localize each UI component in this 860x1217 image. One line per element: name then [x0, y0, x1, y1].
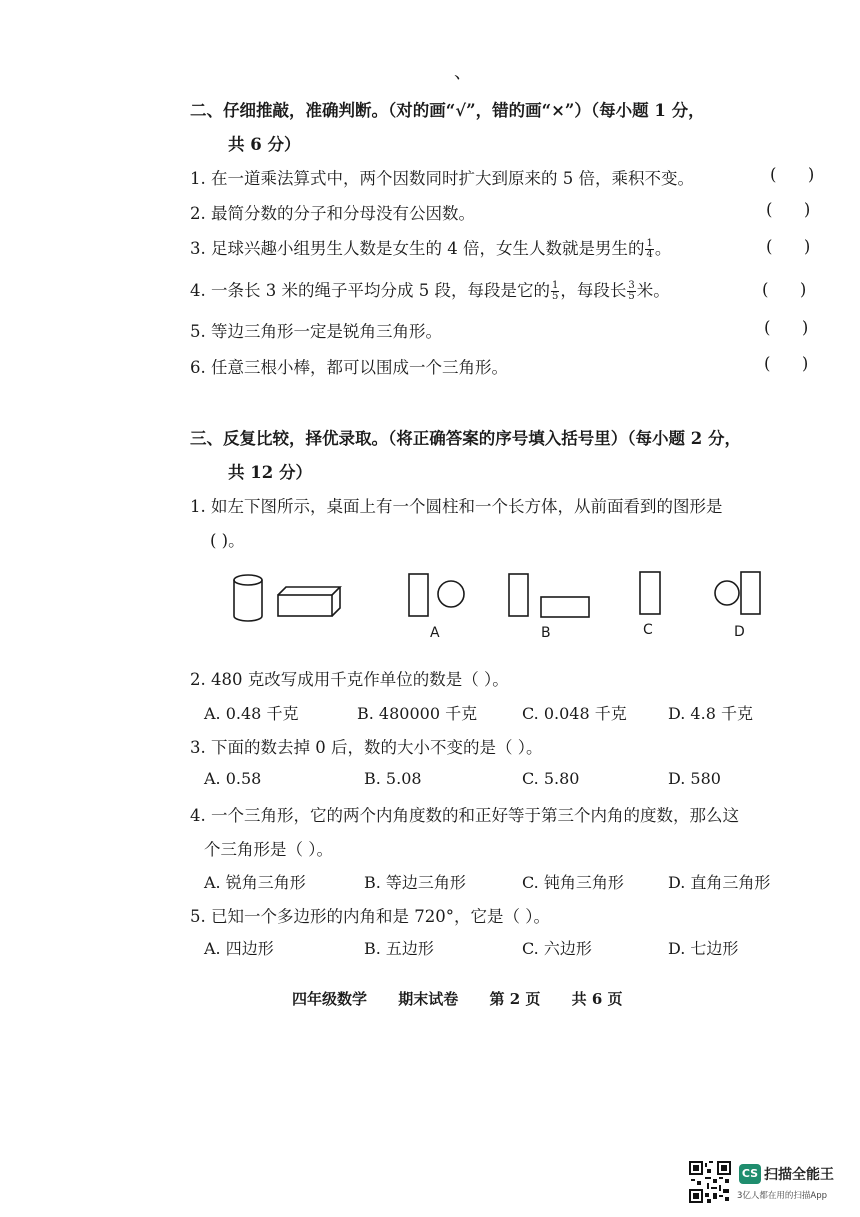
section2-heading: 二、仔细推敲，准确判断。（对的画“√”，错的画“×”）（每小题 1 分， — [190, 101, 705, 120]
fraction-three-fifths — [627, 281, 635, 302]
judge-item-4-text-a: 4. 一条长 3 米的绳子平均分成 5 段，每段是它的 — [190, 281, 550, 300]
answer-paren-2[interactable]: ( ) — [766, 200, 811, 219]
answer-paren-5[interactable]: ( ) — [764, 318, 809, 337]
option-d[interactable]: D. 直角三角形 — [668, 873, 771, 892]
footer-page: 第 2 页 — [489, 990, 541, 1008]
figure-label-d[interactable]: D — [734, 624, 745, 640]
cuboid-shape — [278, 587, 340, 616]
fraction-one-fifth — [551, 281, 559, 302]
section3-heading: 三、反复比较，择优录取。（将正确答案的序号填入括号里）（每小题 2 分， — [190, 429, 741, 448]
figure-label-b[interactable]: B — [541, 625, 551, 641]
choice-q5: 5. 已知一个多边形的内角和是 720°，它是（ ）。 — [190, 907, 550, 926]
option-a[interactable]: A. 0.48 千克 — [204, 704, 299, 723]
qr-code-icon — [689, 1161, 731, 1203]
top-mark: 、 — [454, 62, 472, 83]
judge-item-3-text-b: 。 — [654, 239, 672, 258]
camscanner-name: 扫描全能王 — [764, 1167, 834, 1183]
choice-q2: 2. 480 克改写成用千克作单位的数是（ ）。 — [190, 670, 509, 689]
judge-item-3 — [190, 235, 671, 260]
option-a[interactable]: A. 锐角三角形 — [204, 873, 306, 892]
option-d[interactable]: D. 4.8 千克 — [668, 704, 753, 723]
option-c[interactable]: C. 钝角三角形 — [522, 873, 624, 892]
option-b[interactable]: B. 480000 千克 — [357, 704, 478, 723]
choice-q3: 3. 下面的数去掉 0 后，数的大小不变的是（ ）。 — [190, 738, 543, 757]
option-b[interactable]: B. 五边形 — [364, 939, 434, 958]
choice-q1-answer[interactable]: ( )。 — [210, 531, 245, 550]
judge-item-2: 2. 最简分数的分子和分母没有公因数。 — [190, 204, 475, 223]
frac-denominator: 5 — [628, 291, 635, 302]
option-c-shape — [640, 572, 660, 614]
figure-label-c[interactable]: C — [643, 622, 653, 638]
option-d[interactable]: D. 580 — [668, 769, 721, 788]
choice-q4-cont: 个三角形是（ ）。 — [204, 840, 333, 859]
footer-total: 共 6 页 — [571, 990, 623, 1008]
choice-q4: 4. 一个三角形，它的两个内角度数的和正好等于第三个内角的度数，那么这 — [190, 806, 739, 825]
q1-figures — [220, 565, 800, 625]
frac-denominator: 5 — [551, 291, 559, 302]
cylinder-shape — [234, 575, 262, 621]
frac-denominator: 4 — [646, 249, 653, 260]
fraction-one-quarter — [645, 239, 653, 260]
judge-item-4-text-c: 米。 — [636, 281, 670, 300]
frac-numerator: 3 — [628, 280, 635, 291]
option-b[interactable]: B. 等边三角形 — [364, 873, 466, 892]
answer-paren-1[interactable]: ( ) — [770, 165, 815, 184]
option-c[interactable]: C. 0.048 千克 — [522, 704, 627, 723]
frac-numerator: 1 — [646, 238, 653, 249]
option-d-shape — [715, 572, 760, 614]
figure-label-a[interactable]: A — [430, 625, 440, 641]
page-footer — [292, 988, 649, 1009]
option-b-shape — [509, 574, 589, 617]
option-a-shape — [409, 574, 464, 616]
frac-numerator: 1 — [551, 280, 559, 291]
answer-paren-6[interactable]: ( ) — [764, 354, 809, 373]
option-d[interactable]: D. 七边形 — [668, 939, 739, 958]
footer-exam: 期末试卷 — [398, 990, 459, 1008]
option-b[interactable]: B. 5.08 — [364, 769, 422, 788]
option-a[interactable]: A. 0.58 — [204, 769, 262, 788]
option-c[interactable]: C. 六边形 — [522, 939, 592, 958]
judge-item-4-text-b: ，每段长 — [560, 281, 627, 300]
section3-heading-cont: 共 12 分） — [228, 463, 312, 482]
footer-subject: 四年级数学 — [292, 990, 368, 1008]
judge-item-4 — [190, 277, 670, 302]
choice-q1: 1. 如左下图所示，桌面上有一个圆柱和一个长方体，从前面看到的图形是 — [190, 497, 723, 516]
judge-item-1: 1. 在一道乘法算式中，两个因数同时扩大到原来的 5 倍，乘积不变。 — [190, 169, 694, 188]
camscanner-logo-icon: CS — [739, 1164, 761, 1184]
judge-item-3-text-a: 3. 足球兴趣小组男生人数是女生的 4 倍，女生人数就是男生的 — [190, 239, 645, 258]
judge-item-6: 6. 任意三根小棒，都可以围成一个三角形。 — [190, 358, 508, 377]
section2-heading-cont: 共 6 分） — [228, 135, 301, 154]
option-a[interactable]: A. 四边形 — [204, 939, 274, 958]
judge-item-5: 5. 等边三角形一定是锐角三角形。 — [190, 322, 442, 341]
answer-paren-4[interactable]: ( ) — [762, 280, 807, 299]
camscanner-tagline: 3亿人都在用的扫描App — [737, 1191, 828, 1201]
answer-paren-3[interactable]: ( ) — [766, 237, 811, 256]
option-c[interactable]: C. 5.80 — [522, 769, 580, 788]
